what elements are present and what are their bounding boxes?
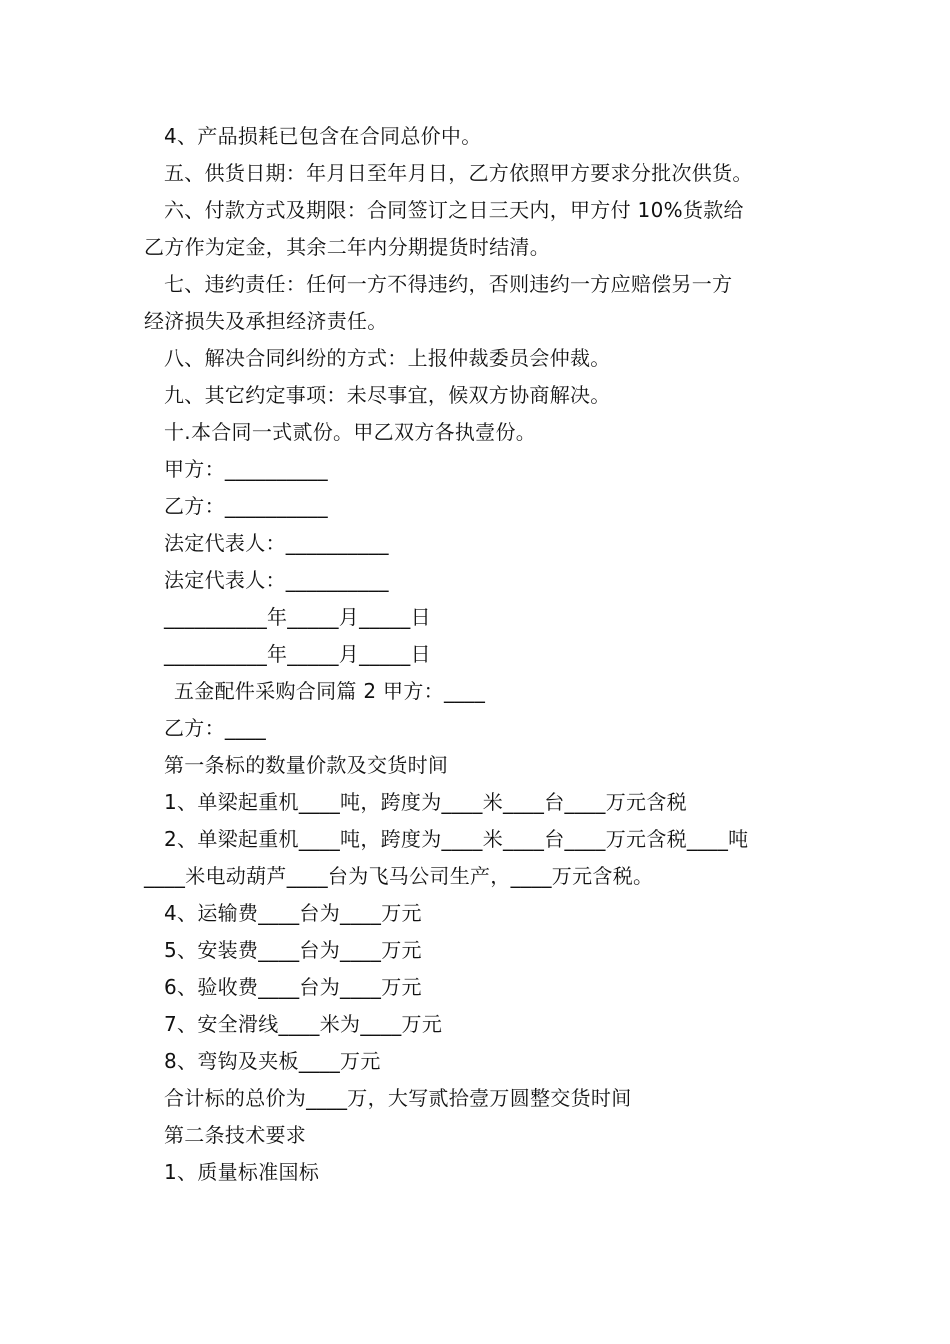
text-line: 7、安全滑线____米为____万元 xyxy=(164,1012,443,1036)
text-line: 甲方：__________ xyxy=(164,457,328,481)
text-line: 八、解决合同纠纷的方式：上报仲裁委员会仲裁。 xyxy=(164,346,611,370)
text-line: 第二条技术要求 xyxy=(164,1123,307,1147)
text-line: 经济损失及承担经济责任。 xyxy=(144,309,388,333)
text-line: 乙方：__________ xyxy=(164,494,328,518)
text-line: 4、产品损耗已包含在合同总价中。 xyxy=(164,124,482,148)
text-line: 乙方作为定金，其余二年内分期提货时结清。 xyxy=(144,235,550,259)
text-line: 法定代表人：__________ xyxy=(164,531,389,555)
text-line: 8、弯钩及夹板____万元 xyxy=(164,1049,381,1073)
text-line: 乙方：____ xyxy=(164,716,267,740)
text-line: 合计标的总价为____万，大写贰拾壹万圆整交货时间 xyxy=(164,1086,632,1110)
text-line: 1、单梁起重机____吨，跨度为____米____台____万元含税 xyxy=(164,790,687,814)
text-line: 五、供货日期：年月日至年月日，乙方依照甲方要求分批次供货。 xyxy=(164,161,753,185)
text-line: 1、质量标准国标 xyxy=(164,1160,320,1184)
text-line: 九、其它约定事项：未尽事宜，候双方协商解决。 xyxy=(164,383,611,407)
text-line: 4、运输费____台为____万元 xyxy=(164,901,422,925)
text-line: 十.本合同一式贰份。甲乙双方各执壹份。 xyxy=(164,420,537,444)
text-line: 6、验收费____台为____万元 xyxy=(164,975,422,999)
text-line: 法定代表人：__________ xyxy=(164,568,389,592)
text-line: __________年_____月_____日 xyxy=(164,642,431,666)
text-line: 5、安装费____台为____万元 xyxy=(164,938,422,962)
text-line: 第一条标的数量价款及交货时间 xyxy=(164,753,449,777)
text-line: 五金配件采购合同篇 2 甲方：____ xyxy=(174,679,486,703)
text-line: 七、违约责任：任何一方不得违约，否则违约一方应赔偿另一方 xyxy=(164,272,733,296)
text-line: __________年_____月_____日 xyxy=(164,605,431,629)
text-line: 2、单梁起重机____吨，跨度为____米____台____万元含税____吨 xyxy=(164,827,749,851)
text-line: 六、付款方式及期限：合同签订之日三天内，甲方付 10%货款给 xyxy=(164,198,744,222)
text-line: ____米电动葫芦____台为飞马公司生产，____万元含税。 xyxy=(144,864,654,888)
